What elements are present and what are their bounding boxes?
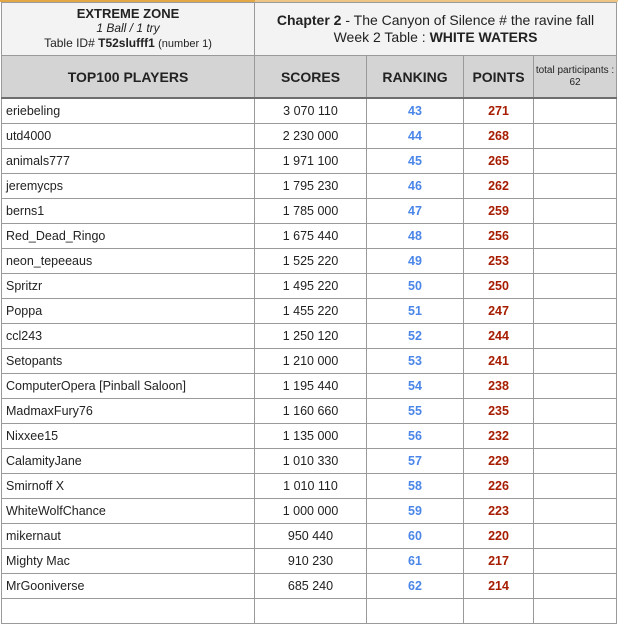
player-points: 214 xyxy=(464,574,534,599)
participants-cell xyxy=(534,299,617,324)
player-ranking: 49 xyxy=(367,249,464,274)
player-score: 1 785 000 xyxy=(255,199,367,224)
player-points: 256 xyxy=(464,224,534,249)
leaderboard-table xyxy=(1,2,617,624)
player-name: neon_tepeeaus xyxy=(2,249,255,274)
player-name: animals777 xyxy=(2,149,255,174)
participants-cell xyxy=(534,449,617,474)
table-row xyxy=(2,174,617,199)
table-row xyxy=(2,199,617,224)
player-name: ComputerOpera [Pinball Saloon] xyxy=(2,374,255,399)
participants-cell xyxy=(534,549,617,574)
week-text: Week 2 Table : xyxy=(333,29,430,45)
empty-row xyxy=(2,599,617,624)
title-row xyxy=(2,3,617,56)
player-ranking: 54 xyxy=(367,374,464,399)
player-points: 232 xyxy=(464,424,534,449)
player-points: 241 xyxy=(464,349,534,374)
players-column-header: TOP100 PLAYERS xyxy=(2,56,255,99)
participants-cell xyxy=(534,124,617,149)
player-score: 1 250 120 xyxy=(255,324,367,349)
player-ranking: 43 xyxy=(367,98,464,124)
table-row xyxy=(2,449,617,474)
player-name: jeremycps xyxy=(2,174,255,199)
participants-cell xyxy=(534,349,617,374)
player-ranking: 60 xyxy=(367,524,464,549)
player-points: 244 xyxy=(464,324,534,349)
player-score: 1 525 220 xyxy=(255,249,367,274)
table-id xyxy=(2,36,254,52)
player-score: 950 440 xyxy=(255,524,367,549)
player-score: 1 675 440 xyxy=(255,224,367,249)
total-participants-label: total participants : xyxy=(535,64,615,76)
player-points: 247 xyxy=(464,299,534,324)
player-score: 910 230 xyxy=(255,549,367,574)
player-ranking: 48 xyxy=(367,224,464,249)
player-ranking: 56 xyxy=(367,424,464,449)
player-ranking: 57 xyxy=(367,449,464,474)
table-row xyxy=(2,224,617,249)
player-score: 1 971 100 xyxy=(255,149,367,174)
player-ranking: 53 xyxy=(367,349,464,374)
table-row xyxy=(2,524,617,549)
points-column-header: POINTS xyxy=(464,56,534,99)
player-name: CalamityJane xyxy=(2,449,255,474)
participants-cell xyxy=(534,399,617,424)
player-points: 250 xyxy=(464,274,534,299)
player-score: 2 230 000 xyxy=(255,124,367,149)
table-row xyxy=(2,424,617,449)
table-row xyxy=(2,274,617,299)
chapter-line xyxy=(255,12,616,29)
table-row xyxy=(2,324,617,349)
chapter-info-cell xyxy=(255,3,617,56)
table-name: WHITE WATERS xyxy=(429,29,538,45)
ranking-column-header: RANKING xyxy=(367,56,464,99)
player-name: ccl243 xyxy=(2,324,255,349)
player-ranking: 55 xyxy=(367,399,464,424)
player-name: Spritzr xyxy=(2,274,255,299)
column-header-row xyxy=(2,56,617,99)
player-ranking: 61 xyxy=(367,549,464,574)
player-score: 1 210 000 xyxy=(255,349,367,374)
table-row xyxy=(2,249,617,274)
player-name: eriebeling xyxy=(2,98,255,124)
participants-cell xyxy=(534,474,617,499)
player-points: 265 xyxy=(464,149,534,174)
player-points: 253 xyxy=(464,249,534,274)
participants-cell xyxy=(534,224,617,249)
total-participants-header xyxy=(534,56,617,99)
player-name: mikernaut xyxy=(2,524,255,549)
table-row xyxy=(2,349,617,374)
player-name: MadmaxFury76 xyxy=(2,399,255,424)
player-points: 235 xyxy=(464,399,534,424)
player-points: 217 xyxy=(464,549,534,574)
player-score: 1 195 440 xyxy=(255,374,367,399)
player-points: 268 xyxy=(464,124,534,149)
table-row xyxy=(2,499,617,524)
player-ranking: 58 xyxy=(367,474,464,499)
player-ranking: 51 xyxy=(367,299,464,324)
player-score: 1 495 220 xyxy=(255,274,367,299)
player-ranking: 47 xyxy=(367,199,464,224)
participants-cell xyxy=(534,574,617,599)
player-points: 223 xyxy=(464,499,534,524)
chapter-label: Chapter 2 xyxy=(276,12,342,28)
player-ranking: 52 xyxy=(367,324,464,349)
player-name: Poppa xyxy=(2,299,255,324)
player-score: 1 455 220 xyxy=(255,299,367,324)
table-row xyxy=(2,399,617,424)
participants-cell xyxy=(534,174,617,199)
player-score: 1 795 230 xyxy=(255,174,367,199)
player-score: 685 240 xyxy=(255,574,367,599)
player-ranking: 59 xyxy=(367,499,464,524)
participants-cell xyxy=(534,324,617,349)
participants-cell xyxy=(534,274,617,299)
player-score: 1 160 660 xyxy=(255,399,367,424)
total-participants-value: 62 xyxy=(569,76,581,88)
player-points: 220 xyxy=(464,524,534,549)
table-row xyxy=(2,574,617,599)
player-ranking: 44 xyxy=(367,124,464,149)
table-row xyxy=(2,149,617,174)
player-points: 238 xyxy=(464,374,534,399)
participants-cell xyxy=(534,524,617,549)
player-name: WhiteWolfChance xyxy=(2,499,255,524)
player-name: Setopants xyxy=(2,349,255,374)
player-rows xyxy=(2,98,617,599)
player-score: 1 010 110 xyxy=(255,474,367,499)
player-name: utd4000 xyxy=(2,124,255,149)
participants-cell xyxy=(534,98,617,124)
player-points: 229 xyxy=(464,449,534,474)
participants-cell xyxy=(534,249,617,274)
participants-cell xyxy=(534,499,617,524)
zone-info-cell xyxy=(2,3,255,56)
participants-cell xyxy=(534,199,617,224)
player-name: Red_Dead_Ringo xyxy=(2,224,255,249)
player-points: 259 xyxy=(464,199,534,224)
table-id-label: Table ID# xyxy=(44,36,95,50)
week-line xyxy=(255,29,616,46)
player-ranking: 46 xyxy=(367,174,464,199)
table-row xyxy=(2,549,617,574)
player-points: 271 xyxy=(464,98,534,124)
table-row xyxy=(2,474,617,499)
scores-column-header: SCORES xyxy=(255,56,367,99)
zone-subtitle: 1 Ball / 1 try xyxy=(96,21,160,35)
player-name: Smirnoff X xyxy=(2,474,255,499)
table-row xyxy=(2,299,617,324)
participants-cell xyxy=(534,149,617,174)
zone-title: EXTREME ZONE xyxy=(76,6,180,21)
table-number: (number 1) xyxy=(158,38,212,50)
player-points: 226 xyxy=(464,474,534,499)
player-name: berns1 xyxy=(2,199,255,224)
table-id-value: T52slufff1 xyxy=(98,36,155,50)
table-row xyxy=(2,98,617,124)
player-name: MrGooniverse xyxy=(2,574,255,599)
player-name: Mighty Mac xyxy=(2,549,255,574)
player-ranking: 62 xyxy=(367,574,464,599)
participants-cell xyxy=(534,424,617,449)
player-ranking: 45 xyxy=(367,149,464,174)
player-name: Nixxee15 xyxy=(2,424,255,449)
table-row xyxy=(2,124,617,149)
player-score: 1 000 000 xyxy=(255,499,367,524)
participants-cell xyxy=(534,374,617,399)
player-score: 1 010 330 xyxy=(255,449,367,474)
player-points: 262 xyxy=(464,174,534,199)
table-row xyxy=(2,374,617,399)
player-score: 3 070 110 xyxy=(255,98,367,124)
player-ranking: 50 xyxy=(367,274,464,299)
chapter-text: - The Canyon of Silence # the ravine fall xyxy=(341,12,595,28)
player-score: 1 135 000 xyxy=(255,424,367,449)
